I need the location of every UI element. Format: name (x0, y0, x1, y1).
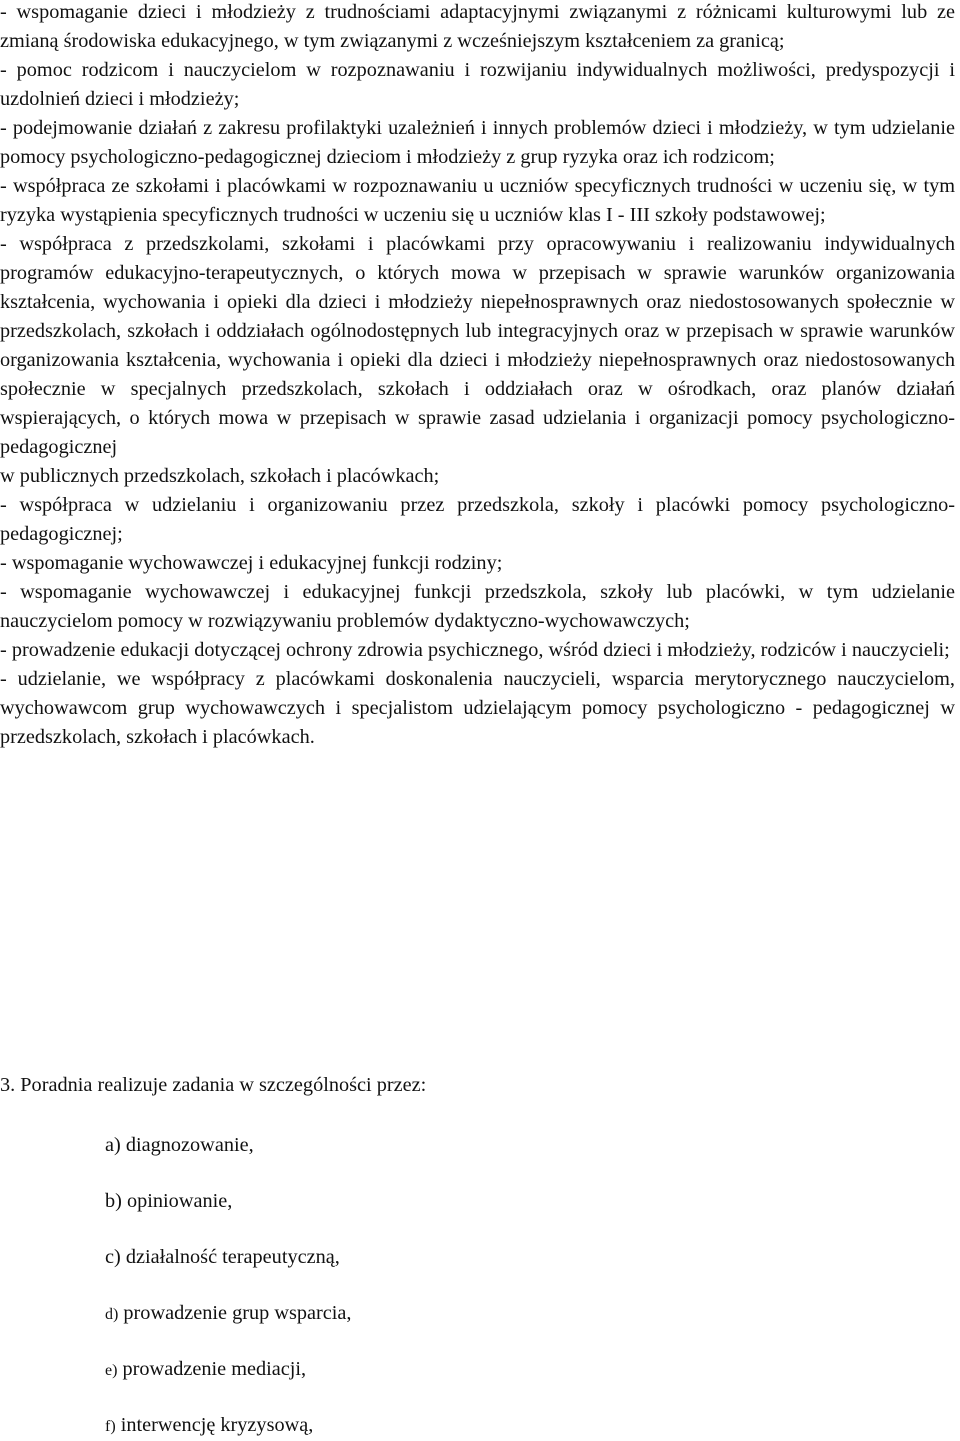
paragraph-3: - podejmowanie działań z zakresu profilaktyki uzależnień i innych problemów dzieci i młodzieży, w tym udzielanie pomocy psychologiczno-pedagogicznej dzieciom i młodzieży z grup ryzyka oraz ich rodzicom; (0, 117, 955, 168)
list-text: opiniowanie, (126, 1190, 233, 1212)
list-text: prowadzenie mediacji, (122, 1358, 307, 1380)
list-marker: f) (105, 1418, 116, 1435)
paragraph-8: - wspomaganie wychowawczej i edukacyjnej funkcji rodziny; (0, 552, 503, 574)
list-text: interwencję kryzysową, (120, 1414, 314, 1436)
list-text: prowadzenie grup wsparcia, (123, 1302, 352, 1324)
paragraph-4: - współpraca ze szkołami i placówkami w rozpoznawaniu u uczniów specyficznych trudności w uczeniu się, w tym ryzyka wystąpienia specyficznych trudności w uczeniu się u uczniów klas I - III szkoły podstawowej; (0, 175, 955, 226)
paragraph-11: - udzielanie, we współpracy z placówkami doskonalenia nauczycieli, wsparcia merytorycznego nauczycielom, wychowawcom grup wychowawczych i specjalistom udzielającym pomocy psychologiczno - pedagogicznej w przedszkolach, szkołach i placówkach. (0, 668, 955, 748)
paragraph-7: - współpraca w udzielaniu i organizowaniu przez przedszkola, szkoły i placówki pomocy psychologiczno-pedagogicznej; (0, 494, 955, 545)
paragraph-2: - pomoc rodzicom i nauczycielom w rozpoznawaniu i rozwijaniu indywidualnych możliwości, predyspozycji i uzdolnień dzieci i młodzieży; (0, 59, 955, 110)
section-heading: 3. Poradnia realizuje zadania w szczególności przez: (0, 1074, 427, 1096)
list-text: diagnozowanie, (125, 1134, 254, 1156)
list-marker: d) (105, 1306, 119, 1323)
paragraph-6: w publicznych przedszkolach, szkołach i placówkach; (0, 465, 440, 487)
paragraph-9: - wspomaganie wychowawczej i edukacyjnej funkcji przedszkola, szkoły lub placówki, w tym udzielanie nauczycielom pomocy w rozwiązywaniu problemów dydaktyczno-wychowawczych; (0, 581, 955, 632)
list-item-e (105, 1355, 306, 1385)
list-item-d (105, 1299, 351, 1329)
paragraph-5: - współpraca z przedszkolami, szkołami i placówkami przy opracowywaniu i realizowaniu indywidualnych programów edukacyjno-terapeutycznych, o których mowa w przepisach w sprawie warunków organizowania kształcenia, wychowania i opieki dla dzieci i młodzieży niepełnosprawnych oraz niedostosowanych społecznie w przedszkolach, szkołach i oddziałach ogólnodostępnych lub integracyjnych oraz w przepisach w sprawie warunków organizowania kształcenia, wychowania i opieki dla dzieci i młodzieży niepełnosprawnych oraz niedostosowanych społecznie w specjalnych przedszkolach, szkołach i oddziałach oraz w ośrodkach, oraz planów działań wspierających, o których mowa w przepisach w sprawie zasad udzielania i organizacji pomocy psychologiczno-pedagogicznej (0, 233, 955, 458)
paragraph-1: - wspomaganie dzieci i młodzieży z trudnościami adaptacyjnymi związanymi z różnicami kulturowymi lub ze zmianą środowiska edukacyjnego, w tym związanymi z wcześniejszym kształceniem za granicą; (0, 1, 955, 52)
paragraph-10: - prowadzenie edukacji dotyczącej ochrony zdrowia psychicznego, wśród dzieci i młodzieży, rodziców i nauczycieli; (0, 639, 950, 661)
list-text: działalność terapeutyczną, (125, 1246, 340, 1268)
list-marker: e) (105, 1362, 118, 1379)
list-item-c (105, 1243, 340, 1272)
list-marker: b) (105, 1190, 122, 1212)
list-item-b (105, 1187, 232, 1216)
list-item-a (105, 1131, 254, 1160)
list-marker: a) (105, 1134, 121, 1156)
list-item-f (105, 1411, 313, 1441)
list-marker: c) (105, 1246, 121, 1268)
